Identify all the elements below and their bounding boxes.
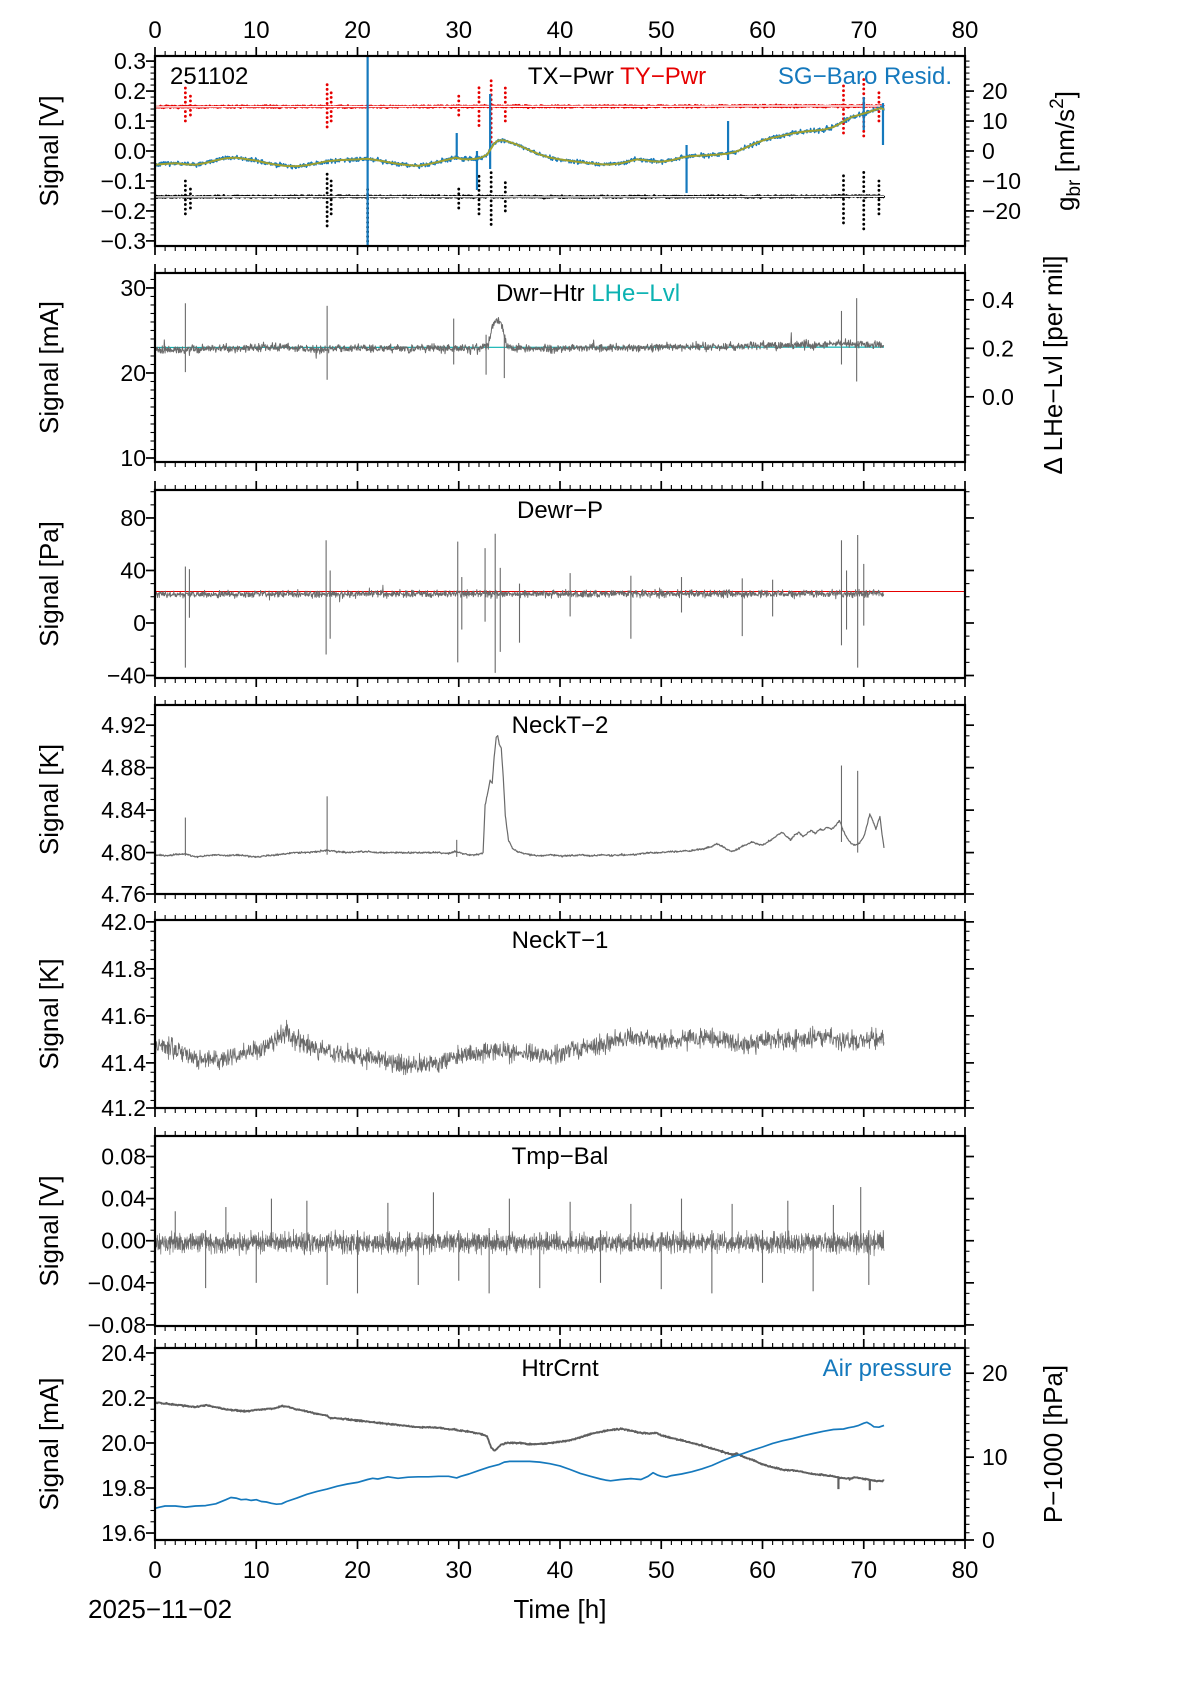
panel-label: NeckT−2 bbox=[511, 712, 609, 739]
y-tick-label: 4.80 bbox=[101, 839, 146, 866]
y-tick-label: 20 bbox=[120, 359, 146, 386]
panel-label: HtrCrnt bbox=[521, 1355, 599, 1382]
y-tick-label: 30 bbox=[120, 274, 146, 301]
y-ticks bbox=[146, 715, 974, 894]
y-axis-title: Signal [Pa] bbox=[34, 521, 64, 647]
y-tick-label: 0.2 bbox=[114, 78, 146, 105]
date-label: 2025−11−02 bbox=[88, 1594, 233, 1624]
bottom-x-tick-label: 60 bbox=[749, 1557, 776, 1584]
bottom-x-tick-label: 30 bbox=[445, 1557, 473, 1584]
y-axis-title: Signal [mA] bbox=[34, 1377, 64, 1511]
y-tick-label: 0.3 bbox=[114, 48, 146, 75]
top-x-tick-label: 70 bbox=[850, 17, 878, 44]
y-tick-label: 0.00 bbox=[101, 1227, 146, 1254]
y-ticks bbox=[146, 61, 155, 241]
right-tick-label: 0.2 bbox=[982, 335, 1014, 362]
panel-label: TX−Pwr TY−Pwr bbox=[527, 63, 707, 90]
panel-neckt-1-series bbox=[155, 1020, 884, 1074]
y-tick-label: 4.76 bbox=[101, 881, 146, 907]
top-x-tick-label: 40 bbox=[546, 17, 574, 44]
series-neckt-1 bbox=[155, 1020, 884, 1074]
y-tick-label: 41.8 bbox=[101, 955, 146, 982]
y-axis-title: Signal [V] bbox=[34, 1175, 64, 1287]
bottom-x-tick-label: 80 bbox=[951, 1557, 979, 1584]
right-tick-label: 20 bbox=[982, 1360, 1008, 1387]
right-tick-label: 0 bbox=[982, 1527, 995, 1553]
panel-htrcrnt bbox=[34, 1339, 1068, 1553]
y-axis-title: Signal [V] bbox=[34, 95, 64, 207]
bottom-x-tick-label: 70 bbox=[850, 1557, 878, 1584]
bottom-x-tick-label: 10 bbox=[242, 1557, 270, 1584]
y-tick-label: 0.04 bbox=[101, 1185, 146, 1212]
panel-label: Tmp−Bal bbox=[511, 1143, 609, 1170]
y-tick-label: 42.0 bbox=[101, 908, 146, 935]
series-neckt-2 bbox=[155, 736, 884, 858]
right-tick-label: 10 bbox=[982, 1444, 1008, 1471]
panel-dewr-p bbox=[34, 481, 974, 689]
y-tick-label: −0.3 bbox=[100, 227, 146, 254]
right-tick-label: −10 bbox=[982, 167, 1022, 194]
series-overlay bbox=[155, 108, 884, 166]
y-tick-label: 41.6 bbox=[101, 1002, 146, 1029]
y-tick-label: 20.2 bbox=[101, 1384, 146, 1411]
y-tick-label: 0.0 bbox=[114, 138, 146, 164]
panel-pwr-series bbox=[155, 56, 884, 246]
right-axis-title: $g_{br}$ $[nm/s^2]$ bbox=[1047, 91, 1085, 211]
top-x-tick-label: 60 bbox=[749, 17, 776, 44]
top-x-tick-label: 20 bbox=[344, 17, 371, 44]
right-axis-ticks bbox=[965, 280, 974, 454]
y-tick-label: −40 bbox=[106, 662, 146, 689]
bottom-x-tick-label: 20 bbox=[344, 1557, 371, 1584]
bottom-x-tick-label: 40 bbox=[546, 1557, 574, 1584]
y-tick-label: −0.2 bbox=[100, 197, 146, 224]
panel-neckt-2 bbox=[34, 696, 974, 907]
y-axis-title: Signal [K] bbox=[34, 743, 64, 856]
y-ticks bbox=[146, 279, 155, 458]
y-tick-label: 19.6 bbox=[101, 1520, 146, 1547]
panel-tmp-bal-series bbox=[155, 1187, 884, 1293]
y-tick-label: 20.0 bbox=[101, 1429, 146, 1456]
series-overlay bbox=[155, 196, 884, 197]
right-tick-label: 20 bbox=[982, 78, 1008, 105]
panel-dwr-htr-series bbox=[155, 298, 884, 381]
panel-label: 251102 bbox=[170, 63, 249, 90]
y-tick-label: 41.4 bbox=[101, 1049, 146, 1076]
y-ticks bbox=[146, 1353, 155, 1533]
top-x-tick-label: 30 bbox=[445, 17, 473, 44]
y-axis-title: Signal [K] bbox=[34, 958, 64, 1070]
right-tick-label: −20 bbox=[982, 197, 1022, 224]
panel-neckt-2-series bbox=[155, 736, 884, 858]
y-tick-label: 0.08 bbox=[101, 1143, 146, 1170]
right-axis-ticks bbox=[965, 61, 974, 241]
panel-htrcrnt-series bbox=[155, 1402, 884, 1508]
panel-label: Dwr−Htr LHe−Lvl bbox=[495, 280, 681, 307]
top-x-tick-label: 10 bbox=[242, 17, 270, 44]
top-x-tick-label: 80 bbox=[951, 17, 979, 44]
y-tick-label: −0.04 bbox=[87, 1269, 146, 1296]
panel-pwr bbox=[34, 47, 1085, 255]
y-tick-label: 4.84 bbox=[101, 797, 146, 824]
right-axis-ticks bbox=[965, 1348, 974, 1540]
y-tick-label: 0.1 bbox=[114, 108, 146, 135]
y-tick-label: 41.2 bbox=[101, 1095, 146, 1121]
panel-label: Air pressure bbox=[822, 1355, 952, 1382]
right-axis-title: Δ LHe−Lvl [per mil] bbox=[1038, 255, 1068, 475]
right-axis-title: P−1000 [hPa] bbox=[1038, 1364, 1068, 1524]
right-tick-label: 0 bbox=[982, 138, 995, 164]
panel-tmp-bal bbox=[34, 1127, 974, 1338]
right-tick-label: 0.4 bbox=[982, 286, 1014, 313]
y-tick-label: 0 bbox=[133, 609, 146, 636]
x-axis-title: Time [h] bbox=[513, 1594, 607, 1624]
panel-label: Dewr−P bbox=[516, 497, 604, 524]
top-x-tick-label: 0 bbox=[148, 17, 162, 44]
y-tick-label: 80 bbox=[120, 504, 146, 531]
bottom-x-tick-label: 0 bbox=[148, 1557, 162, 1584]
panel-neckt-1 bbox=[34, 909, 974, 1121]
bottom-x-tick-label: 50 bbox=[647, 1557, 675, 1584]
y-tick-label: 20.4 bbox=[101, 1339, 146, 1366]
panel-dwr-htr bbox=[34, 256, 1068, 475]
series-dwr-htr bbox=[155, 318, 884, 359]
panel-label: SG−Baro Resid. bbox=[777, 63, 952, 90]
top-x-tick-label: 50 bbox=[647, 17, 675, 44]
y-tick-label: 19.8 bbox=[101, 1475, 146, 1502]
panel-dewr-p-series bbox=[155, 534, 965, 673]
y-tick-label: −0.08 bbox=[87, 1311, 146, 1338]
y-tick-label: 40 bbox=[120, 557, 146, 584]
series-htrcrnt bbox=[155, 1402, 884, 1482]
y-tick-label: 4.92 bbox=[101, 712, 146, 739]
series-air-pressure bbox=[155, 1422, 884, 1508]
right-tick-label: 10 bbox=[982, 108, 1008, 135]
y-tick-label: 4.88 bbox=[101, 754, 146, 781]
series-tmp-bal bbox=[155, 1229, 884, 1256]
right-tick-label: 0.0 bbox=[982, 383, 1014, 410]
y-tick-label: 10 bbox=[120, 445, 146, 472]
y-tick-label: −0.1 bbox=[100, 167, 146, 194]
y-axis-title: Signal [mA] bbox=[34, 301, 64, 434]
panel-label: NeckT−1 bbox=[511, 927, 609, 954]
